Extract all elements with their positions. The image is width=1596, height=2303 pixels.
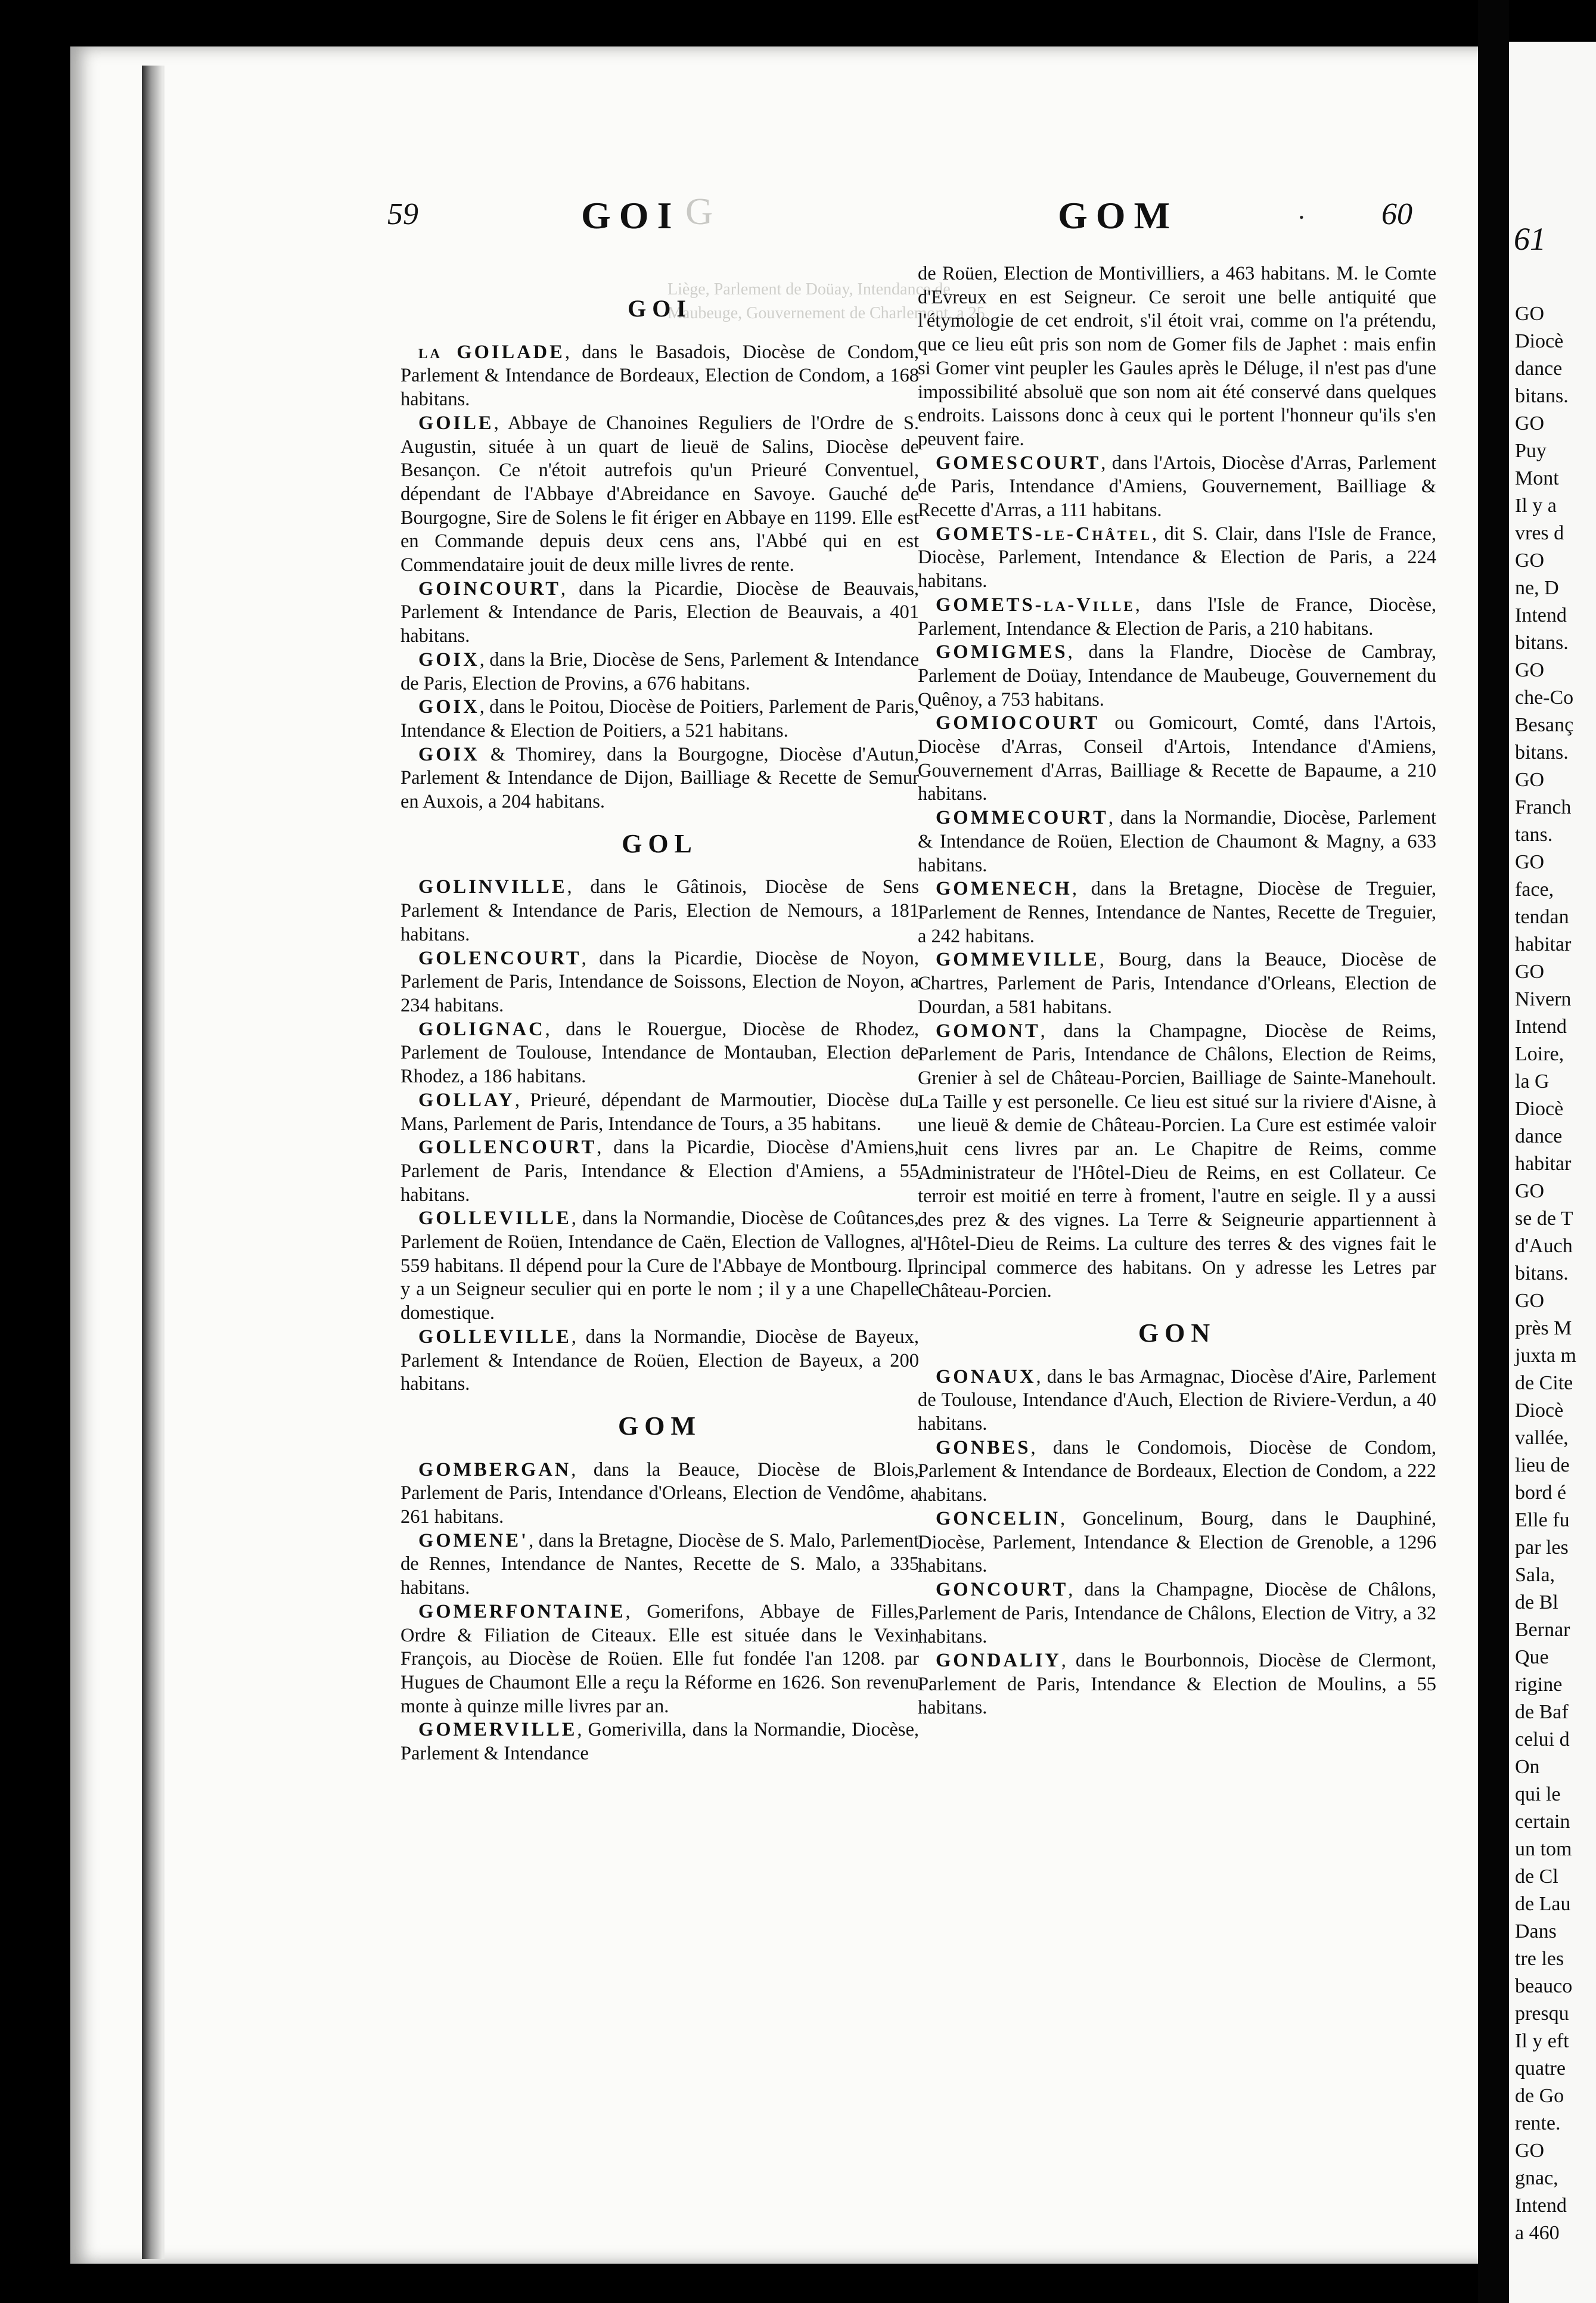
next-page-line: bitans. (1515, 1262, 1569, 1284)
entry-text: , Abbaye de Chanoines Reguliers de l'Ordre de S. Augustin, située à un quart de lieuë de Salins, Diocèse de Besançon. Ce n'étoit autrefois qu'un Prieuré Conventuel, dépendant de l'Abbaye d'Abreidance en Savoye. Gauché de Bourgogne, Sire de Solens le fit ériger en Abbaye en 1199. Elle est en Commande depuis deux cens ans, l'Abbé qui en est Commendataire jouit de deux mille livres de rente. (400, 412, 919, 576)
next-page-line: tre les (1515, 1948, 1564, 1970)
next-page-line: Diocè (1515, 1399, 1564, 1421)
next-page-line: quatre (1515, 2057, 1566, 2079)
next-page-line: Intend (1515, 604, 1567, 626)
dictionary-entry (918, 806, 1436, 877)
dictionary-entry (918, 1365, 1436, 1436)
next-page-line: GO (1515, 769, 1545, 791)
entry-text: , dans le Condomois, Diocèse de Condom, Parlement & Intendance de Bordeaux, Election de Condom, a 222 habitans. (918, 1436, 1436, 1506)
entry-headword: GOLIGNAC (418, 1018, 545, 1040)
entry-headword: GOMESCOURT (936, 452, 1101, 474)
entry-headword: GOILE (418, 412, 494, 434)
dictionary-entry (400, 1089, 919, 1136)
dictionary-entry (400, 696, 919, 743)
next-page-line: che-Co (1515, 687, 1574, 709)
next-page-line: GO (1515, 2140, 1545, 2162)
right-column (918, 262, 1436, 1720)
next-page-line: bitans. (1515, 632, 1569, 654)
dictionary-entry (918, 1020, 1436, 1303)
next-page-line: Elle fu (1515, 1509, 1570, 1531)
entry-headword: GONCELIN (936, 1507, 1060, 1529)
page-binding-edge (142, 66, 164, 2259)
entry-text: , Bourg, dans la Beauce, Diocèse de Chartres, Parlement de Paris, Intendance d'Orleans, Election de Dourdan, a 581 habitans. (918, 949, 1436, 1018)
next-page-line: Sala, (1515, 1564, 1555, 1586)
entry-headword: GOMIGMES (936, 641, 1068, 663)
entry-headword: GOINCOURT (418, 578, 561, 600)
entry-headword: GONBES (936, 1436, 1031, 1458)
next-page-line: habitar (1515, 933, 1572, 955)
next-page-line: de Go (1515, 2085, 1564, 2107)
next-page-line: près M (1515, 1317, 1572, 1339)
entry-headword: GONCOURT (936, 1578, 1069, 1600)
dictionary-entry (918, 948, 1436, 1019)
next-page-line: dance (1515, 358, 1563, 380)
dictionary-entry (400, 1529, 919, 1600)
entry-text: , dans la Picardie, Diocèse d'Amiens, Parlement de Paris, Intendance & Election d'Amiens, a 55 habitans. (400, 1137, 919, 1206)
next-page-line: Il y a (1515, 495, 1557, 517)
next-page-line: vres d (1515, 522, 1564, 544)
next-page-line: lieu de (1515, 1454, 1570, 1476)
bleed-through-heading: G (685, 190, 722, 232)
entry-text: , dans le Rouergue, Diocèse de Rhodez, Parlement de Toulouse, Intendance de Montauban, Election de Rhodez, a 186 habitans. (400, 1018, 919, 1088)
next-page-line: de Baf (1515, 1701, 1569, 1723)
next-page-line: juxta m (1515, 1345, 1576, 1367)
entry-headword: GOLLENCOURT (418, 1137, 597, 1159)
dictionary-entry (400, 1018, 919, 1089)
dictionary-entry (918, 1578, 1436, 1649)
next-page-line: Intend (1515, 1016, 1567, 1038)
entry-headword: GOLENCOURT (418, 947, 582, 969)
next-page-line: face, (1515, 879, 1554, 901)
next-page-line: qui le (1515, 1783, 1561, 1805)
entry-headword: GOLLEVILLE (418, 1326, 572, 1348)
entry-continuation: de Roüen, Election de Montivilliers, a 463 habitans. M. le Comte d'Evreux en est Seigneur. Ce seroit une belle antiquité que l'étymologie de cet endroit, s'il étoit vrai, comme on l'a prétendu, que ce lieu eût pris son nom de Gomer fils de Japhet : mais enfin si Gomer vint peupler les Gaules après le Déluge, il n'est pas d'une impossibilité absoluë que son nom ait été conservé dans quelques endroits. Laissons donc à ceux qui le portent l'honneur qu'ils s'en peuvent faire. (918, 263, 1436, 450)
dictionary-entry (400, 743, 919, 814)
page-gutter (1478, 0, 1509, 2303)
next-page-line: tendan (1515, 906, 1569, 928)
next-page-line: GO (1515, 303, 1545, 325)
dictionary-entry (400, 1718, 919, 1765)
next-page-line: rente. (1515, 2112, 1561, 2134)
entry-headword: GOMENE' (418, 1529, 529, 1551)
entry-text: , dans la Normandie, Diocèse, Parlement & Intendance de Roüen, Election de Chaumont & Magny, a 633 habitans. (918, 807, 1436, 876)
next-page-line: habitar (1515, 1153, 1572, 1175)
bleed-through-text: Liège, Parlement de Doüay, Intendance de (667, 280, 951, 299)
dictionary-entry (400, 947, 919, 1018)
next-page-line: Loire, (1515, 1043, 1564, 1065)
next-page-line: GO (1515, 550, 1545, 572)
dictionary-entry (918, 594, 1436, 641)
entry-headword: GOMBERGAN (418, 1458, 572, 1480)
next-page-line: Mont (1515, 467, 1559, 489)
entry-text: , dans le Poitou, Diocèse de Poitiers, Parlement de Paris, Intendance & Election de Poitiers, a 521 habitans. (400, 696, 919, 741)
next-page-line: d'Auch (1515, 1235, 1573, 1257)
next-page-line: de Lau (1515, 1893, 1571, 1915)
entry-headword: la GOILADE (418, 341, 565, 363)
next-page-line: GO (1515, 1180, 1545, 1202)
dictionary-entry (918, 1436, 1436, 1507)
dictionary-entry (400, 876, 919, 946)
next-page-line: GO (1515, 961, 1545, 983)
entry-text: , dans le bas Armagnac, Diocèse d'Aire, Parlement de Toulouse, Intendance d'Auch, Election de Riviere-Verdun, a 40 habitans. (918, 1365, 1436, 1435)
entry-headword: GOMENECH (936, 878, 1072, 900)
page-number-next: 61 (1514, 221, 1546, 257)
dictionary-entry (918, 641, 1436, 712)
entry-text: , Goncelinum, Bourg, dans le Dauphiné, Diocèse, Parlement, Intendance & Election de Grenoble, a 1296 habitans. (918, 1507, 1436, 1577)
dictionary-entry (400, 1458, 919, 1529)
entry-headword: GOIX (418, 696, 480, 718)
section-heading-goi: GOI (628, 295, 692, 322)
entry-headword: GOMETS-le-Châtel (936, 523, 1152, 545)
entry-text: , dans la Bretagne, Diocèse de S. Malo, Parlement de Rennes, Intendance de Nantes, Recette de S. Malo, a 335 habitans. (400, 1529, 919, 1599)
dictionary-entry (400, 1326, 919, 1396)
entry-text: , Prieuré, dépendant de Marmoutier, Diocèse du Mans, Parlement de Paris, Intendance de Tours, a 35 habitans. (400, 1089, 919, 1135)
entry-text: , dit S. Clair, dans l'Isle de France, Diocèse, Parlement, Intendance & Election de Paris, a 224 habitans. (918, 523, 1436, 592)
next-page-line: Diocè (1515, 330, 1564, 352)
entry-text: , Gomerifons, Abbaye de Filles, Ordre & Filiation de Citeaux. Elle est située dans le Vexin François, au Diocèse de Roüen. Elle fut fondée l'an 1208. par Hugues de Chaumont Elle a reçu la Réforme en 1626. Son revenu monte à quinze mille livres par an. (400, 1600, 919, 1717)
entry-headword: GOMIOCOURT (936, 712, 1100, 734)
next-page-line: se de T (1515, 1208, 1573, 1230)
next-page-line: GO (1515, 851, 1545, 873)
next-page-line: de Bl (1515, 1591, 1558, 1613)
next-page-line: celui d (1515, 1728, 1570, 1750)
entry-text: , Gomerivilla, dans la Normandie, Diocèse, Parlement & Intendance (400, 1719, 919, 1765)
dictionary-entry (918, 1649, 1436, 1720)
next-page-line: un tom (1515, 1838, 1572, 1860)
next-page-line: de Cl (1515, 1866, 1558, 1888)
page-number-right: 60 (1381, 197, 1412, 231)
next-page-line: certain (1515, 1811, 1570, 1833)
printer-mark: • (1299, 210, 1304, 225)
entry-text: , dans l'Isle de France, Diocèse, Parlement, Intendance & Election de Paris, a 210 habitans. (918, 594, 1436, 640)
next-page-line: a 460 (1515, 2222, 1560, 2244)
next-page-line: bitans. (1515, 385, 1569, 407)
dictionary-entry (918, 877, 1436, 948)
entry-text: , dans l'Artois, Diocèse d'Arras, Parlement de Paris, Intendance d'Amiens, Gouvernement, Bailliage & Recette d'Arras, a 111 habitans. (918, 452, 1436, 522)
entry-text: , dans la Picardie, Diocèse de Beauvais, Parlement & Intendance de Paris, Election de Beauvais, a 401 habitans. (400, 578, 919, 647)
entry-text: , dans le Bourbonnois, Diocèse de Clermont, Parlement de Paris, Intendance & Election de Moulins, a 55 habitans. (918, 1650, 1436, 1719)
dictionary-entry (918, 452, 1436, 523)
entries-gom (400, 1458, 919, 1766)
dictionary-entry (400, 1136, 919, 1207)
entry-text: , dans la Bretagne, Diocèse de Treguier, Parlement de Rennes, Intendance de Nantes, Recette de Treguier, a 242 habitans. (918, 878, 1436, 947)
next-page-line: vallée, (1515, 1427, 1569, 1449)
entry-headword: GOLLAY (418, 1089, 515, 1111)
next-page-line: GO (1515, 1290, 1545, 1312)
dictionary-entry (400, 341, 919, 412)
next-page-line: ne, D (1515, 577, 1559, 599)
page-number-left: 59 (387, 197, 418, 231)
next-page-line: Que (1515, 1646, 1549, 1668)
entry-text: , dans la Normandie, Diocèse de Coûtances, Parlement de Roüen, Intendance de Caën, Election de Vallognes, a 559 habitans. Il dépend pour la Cure de l'Abbaye de Montbourg. Il y a un Seigneur seculier qui en porte le nom ; il y a une Chapelle domestique. (400, 1208, 919, 1324)
entries-goi (400, 341, 919, 814)
entry-headword: GOIX (418, 648, 480, 671)
running-head-left: GOI (581, 194, 681, 237)
next-page-line: par les (1515, 1537, 1569, 1559)
next-page-line: Puy (1515, 440, 1547, 462)
next-page-line: Bernar (1515, 1619, 1570, 1641)
next-page-line: tans. (1515, 824, 1553, 846)
entry-text: , dans la Picardie, Diocèse de Noyon, Parlement de Paris, Intendance de Soissons, Election de Noyon, a 234 habitans. (400, 947, 919, 1016)
next-page-line: beauco (1515, 1975, 1573, 1997)
entry-headword: GOMERVILLE (418, 1719, 577, 1741)
running-head-right: GOM (1058, 194, 1178, 237)
entry-text: , dans le Gâtinois, Diocèse de Sens Parlement & Intendance de Paris, Election de Nemours, a 181 habitans. (400, 876, 919, 945)
dictionary-entry (400, 578, 919, 648)
section-heading-gon: GON (1138, 1318, 1216, 1348)
next-page-line: gnac, (1515, 2167, 1558, 2189)
next-page-line: Il y eft (1515, 2030, 1569, 2052)
entry-headword: GOMMEVILLE (936, 949, 1100, 971)
entry-headword: GOMERFONTAINE (418, 1600, 626, 1622)
next-page-line: bord é (1515, 1482, 1566, 1504)
next-page-fragment (1509, 42, 1596, 2303)
entry-headword: GOIX (418, 743, 480, 765)
next-page-line: Franch (1515, 796, 1572, 818)
next-page-line: bitans. (1515, 741, 1569, 763)
dictionary-entry (918, 523, 1436, 594)
next-page-line: la G (1515, 1070, 1550, 1092)
entry-text: , dans la Brie, Diocèse de Sens, Parlement & Intendance de Paris, Election de Provins, a 676 habitans. (400, 648, 919, 694)
next-page-line: rigine (1515, 1674, 1563, 1696)
next-page-line: On (1515, 1756, 1540, 1778)
next-page-line: de Cite (1515, 1372, 1573, 1394)
entry-headword: GOMETS-la-Ville (936, 594, 1135, 616)
entries-gol (400, 876, 919, 1396)
entry-headword: GONDALIY (936, 1650, 1061, 1672)
entry-text: , dans la Beauce, Diocèse de Blois, Parlement de Paris, Intendance d'Orleans, Election de Vendôme, a 261 habitans. (400, 1458, 919, 1528)
entry-headword: GOMMECOURT (936, 807, 1108, 829)
section-heading-gom: GOM (618, 1411, 701, 1441)
bleed-through-text: Maubeuge, Gouvernement de Charlemont, a 25 (667, 304, 985, 322)
dictionary-entry (918, 1507, 1436, 1578)
next-page-line: Nivern (1515, 988, 1572, 1010)
next-page-line: GO (1515, 412, 1545, 434)
next-page-line: Intend (1515, 2195, 1567, 2217)
entry-headword: GOLINVILLE (418, 876, 567, 898)
entry-text: ou Gomicourt, Comté, dans l'Artois, Diocèse d'Arras, Conseil d'Artois, Intendance d'Amiens, Gouvernement d'Arras, Bailliage & Recette de Bapaume, a 210 habitans. (918, 712, 1436, 805)
next-page-line: Dans (1515, 1920, 1557, 1942)
dictionary-entry (400, 648, 919, 696)
entry-text: , dans le Basadois, Diocèse de Condom, Parlement & Intendance de Bordeaux, Election de Condom, a 168 habitans. (400, 341, 920, 411)
next-page-line: Besanç (1515, 714, 1574, 736)
entry-headword: GOMONT (936, 1020, 1041, 1042)
entries-gom-continued (918, 452, 1436, 1303)
entry-text: & Thomirey, dans la Bourgogne, Diocèse d'Autun, Parlement & Intendance de Dijon, Bailliage & Recette de Semur en Auxois, a 204 habitans. (400, 743, 919, 813)
entry-text: , dans la Flandre, Diocèse de Cambray, Parlement de Doüay, Intendance de Maubeuge, Gouvernement du Quênoy, a 753 habitans. (918, 641, 1436, 710)
dictionary-entry (400, 1207, 919, 1326)
dictionary-entry (918, 712, 1436, 806)
entry-headword: GOLLEVILLE (418, 1208, 572, 1230)
next-page-line: Diocè (1515, 1098, 1564, 1120)
entry-text: , dans la Normandie, Diocèse de Bayeux, Parlement & Intendance de Roüen, Election de Bayeux, a 200 habitans. (400, 1326, 919, 1395)
next-page-line: GO (1515, 659, 1545, 681)
dictionary-entry (400, 412, 919, 578)
dictionary-entry (400, 1600, 919, 1719)
next-page-line: dance (1515, 1125, 1563, 1147)
entries-gon (918, 1365, 1436, 1721)
entry-headword: GONAUX (936, 1365, 1036, 1388)
section-heading-gol: GOL (622, 828, 698, 858)
entry-text: , dans la Champagne, Diocèse de Reims, Parlement de Paris, Intendance de Châlons, Election de Reims, Grenier à sel de Château-Porcien, Bailliage de Sainte-Manehoult. La Taille y est personelle. Ce lieu est situé sur la riviere d'Aisne, à une lieuë & demie de Château-Porcien. La Cure est estimée valoir huit cens livres par an. Le Chapitre de Reims, comme Administrateur de l'Hôtel-Dieu de Reims, en est Collateur. Ce terroir est moitié en terre à froment, l'autre en seigle. Il y a aussi des prez & des vignes. La Terre & Seigneurie appartiennent à l'Hôtel-Dieu de Reims. La culture des terres & des vignes fait le principal commerce des habitans. On y adresse les Letres par Château-Porcien. (918, 1020, 1436, 1302)
entry-text: , dans la Champagne, Diocèse de Châlons, Parlement de Paris, Intendance de Châlons, Election de Vitry, a 32 habitans. (918, 1578, 1436, 1648)
next-page-line: presqu (1515, 2003, 1569, 2025)
